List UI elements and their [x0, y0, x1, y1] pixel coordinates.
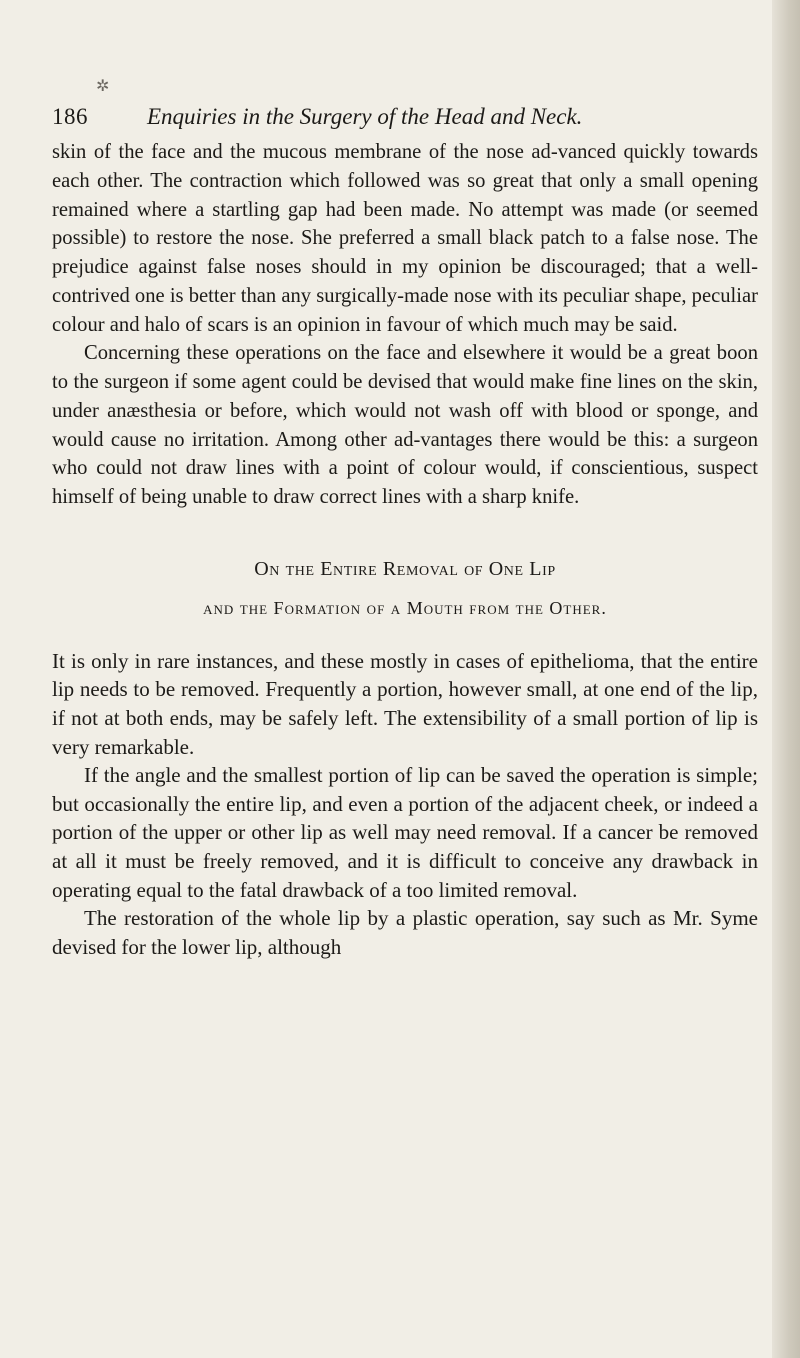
- section-body: [52, 647, 758, 962]
- paragraph-restoration: The restoration of the whole lip by a plastic operation, say such as Mr. Syme devised for the lower lip, although: [52, 906, 758, 959]
- paragraph-fine-lines: Concerning these operations on the face and elsewhere it would be a great boon to the surgeon if some agent could be devised that would make fine lines on the skin, under anæsthesia or before, which would not wash off with blood or sponge, and would cause no irritation. Among other ad-vantages there would be this: a surgeon who could not draw lines with a point of colour would, if conscientious, suspect himself of being unable to draw correct lines with a sharp knife.: [52, 342, 758, 508]
- page-number: 186: [52, 104, 88, 129]
- section-heading-line2: and the Formation of a Mouth from the Other.: [203, 597, 607, 618]
- running-title: Enquiries in the Surgery of the Head and Neck.: [147, 104, 583, 129]
- paragraph-rare-instances: It is only in rare instances, and these mostly in cases of epithelioma, that the entire lip needs to be removed. Frequently a portion, however small, at one end of the lip, if not at both ends, may be safely left. The extensibility of a small portion of lip is very remarkable.: [52, 648, 758, 759]
- page-header: [52, 104, 752, 138]
- page-edge-shadow: [772, 0, 800, 1358]
- section-heading-line1: On the Entire Removal of One Lip: [254, 557, 556, 580]
- page-body: [52, 138, 758, 961]
- paragraph-angle-lip: If the angle and the smallest portion of lip can be saved the operation is simple; but occasionally the entire lip, and even a portion of the adjacent cheek, or indeed a portion of the upper or other lip as well may need removal. If a cancer be removed at all it must be freely removed, and it is difficult to conceive any drawback in operating equal to the fatal drawback of a too limited removal.: [52, 763, 758, 902]
- printer-mark: ✲: [96, 78, 110, 95]
- paragraph-continuation: skin of the face and the mucous membrane of the nose ad-vanced quickly towards each other. The contraction which followed was so great that only a small opening remained where a startling gap had been made. No attempt was made (or seemed possible) to restore the nose. She preferred a small black patch to a false nose. The prejudice against false noses should in my opinion be discouraged; that a well-contrived one is better than any surgically-made nose with its peculiar shape, peculiar colour and halo of scars is an opinion in favour of which much may be said.: [52, 141, 758, 336]
